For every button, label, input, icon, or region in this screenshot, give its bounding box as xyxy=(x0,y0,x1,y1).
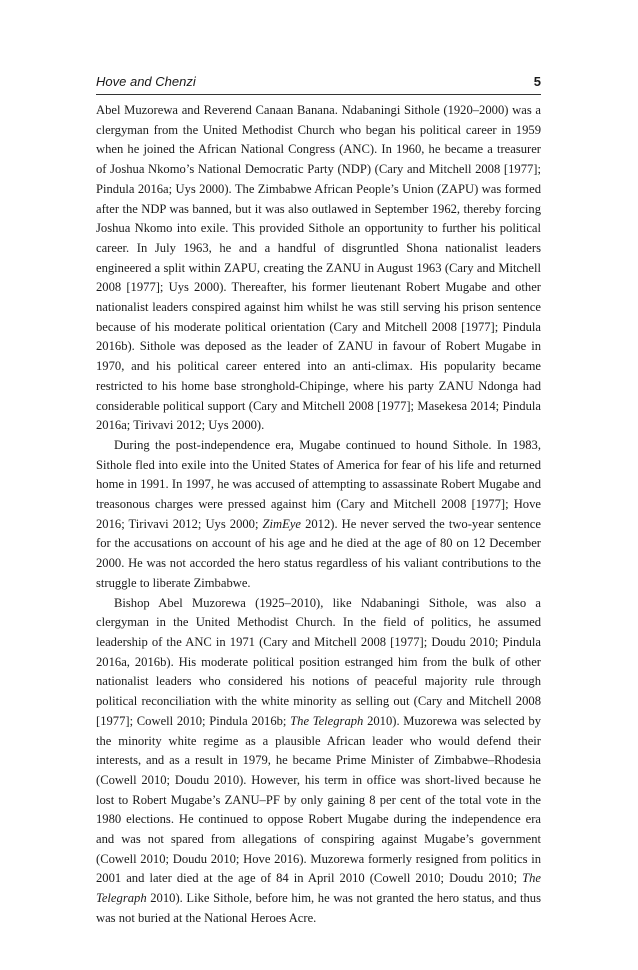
paragraph-3-segment-1: Bishop Abel Muzorewa (1925–2010), like Ndabaningi Sithole, was also a clergyman in the United Methodist Church. In the field of politics, he assumed leadership of the ANC in 1971 (Cary and Mitchell 2008 [1977]; Doudu 2010; Pindula 2016a, 2016b). His moderate political position estranged him from the bulk of other nationalist leaders who considered his notions of peaceful majority rule through political reconciliation with the white minority as selling out (Cary and Mitchell 2008 [1977]; Cowell 2010; Pindula 2016b; xyxy=(96,595,541,728)
header-rule xyxy=(96,94,541,95)
paragraph-3-segment-3: 2010). Muzorewa was selected by the minority white regime as a plausible African leader who would defend their interests, and as a result in 1979, he became Prime Minister of Zimbabwe–Rhodesia (Cowell 2010; Doudu 2010). However, his term in office was short-lived because he lost to Robert Mugabe’s ZANU–PF by only gaining 8 per cent of the total vote in the 1980 elections. He continued to oppose Robert Mugabe during the independence era and was not spared from allegations of conspiring against Mugabe’s government (Cowell 2010; Doudu 2010; Hove 2016). Muzorewa formerly resigned from politics in 2001 and later died at the age of 84 in April 2010 (Cowell 2010; Doudu 2010; xyxy=(96,713,541,886)
paragraph-2-segment-1: During the post-independence era, Mugabe continued to hound Sithole. In 1983, Sithole fled into exile into the United States of America for fear of his life and returned home in 1991. In 1997, he was accused of attempting to assassinate Robert Mugabe and treasonous charges were pressed against him (Cary and Mitchell 2008 [1977]; Hove 2016; Tirivavi 2012; Uys 2000; xyxy=(96,437,541,531)
paragraph-3-italic-source-1: The Telegraph xyxy=(290,713,364,728)
paragraph-3-segment-5: 2010). Like Sithole, before him, he was not granted the hero status, and thus was not buried at the National Heroes Acre. xyxy=(96,891,541,925)
paragraph-1 xyxy=(96,101,541,436)
running-head xyxy=(96,72,541,94)
paragraph-2 xyxy=(96,436,541,594)
paragraph-3 xyxy=(96,594,541,929)
running-head-authors: Hove and Chenzi xyxy=(96,74,196,89)
paragraph-1-segment-1: Abel Muzorewa and Reverend Canaan Banana. Ndabaningi Sithole (1920–2000) was a clergyman from the United Methodist Church who began his political career in 1959 when he joined the African National Congress (ANC). In 1960, he became a treasurer of Joshua Nkomo’s National Democratic Party (NDP) (Cary and Mitchell 2008 [1977]; Pindula 2016a; Uys 2000). The Zimbabwe African People’s Union (ZAPU) was formed after the NDP was banned, but it was also outlawed in September 1962, thereby forcing Joshua Nkomo into exile. This provided Sithole an opportunity to further his political career. In July 1963, he and a handful of disgruntled Shona nationalist leaders engineered a split within ZAPU, creating the ZANU in August 1963 (Cary and Mitchell 2008 [1977]; Uys 2000). Thereafter, his former lieutenant Robert Mugabe and other nationalist leaders conspired against him whilst he was still serving his prison sentence because of his moderate political orientation (Cary and Mitchell 2008 [1977]; Pindula 2016b). Sithole was deposed as the leader of ZANU in favour of Robert Mugabe in 1970, and his political career entered into an anti-climax. His popularity became restricted to his home base stronghold-Chipinge, where his party ZANU Ndonga had considerable political support (Cary and Mitchell 2008 [1977]; Masekesa 2014; Pindula 2016a; Tirivavi 2012; Uys 2000). xyxy=(96,103,541,433)
page-number: 5 xyxy=(533,74,541,89)
paragraph-2-italic-source: ZimEye xyxy=(262,516,302,531)
paragraph-3-italic-source-2: The Telegraph xyxy=(96,871,541,906)
body-text xyxy=(96,101,541,929)
paragraph-2-segment-3: 2012). He never served the two-year sentence for the accusations on account of his age and he died at the age of 80 on 12 December 2000. He was not accorded the hero status regardless of his valiant contributions to the struggle to liberate Zimbabwe. xyxy=(96,516,541,590)
